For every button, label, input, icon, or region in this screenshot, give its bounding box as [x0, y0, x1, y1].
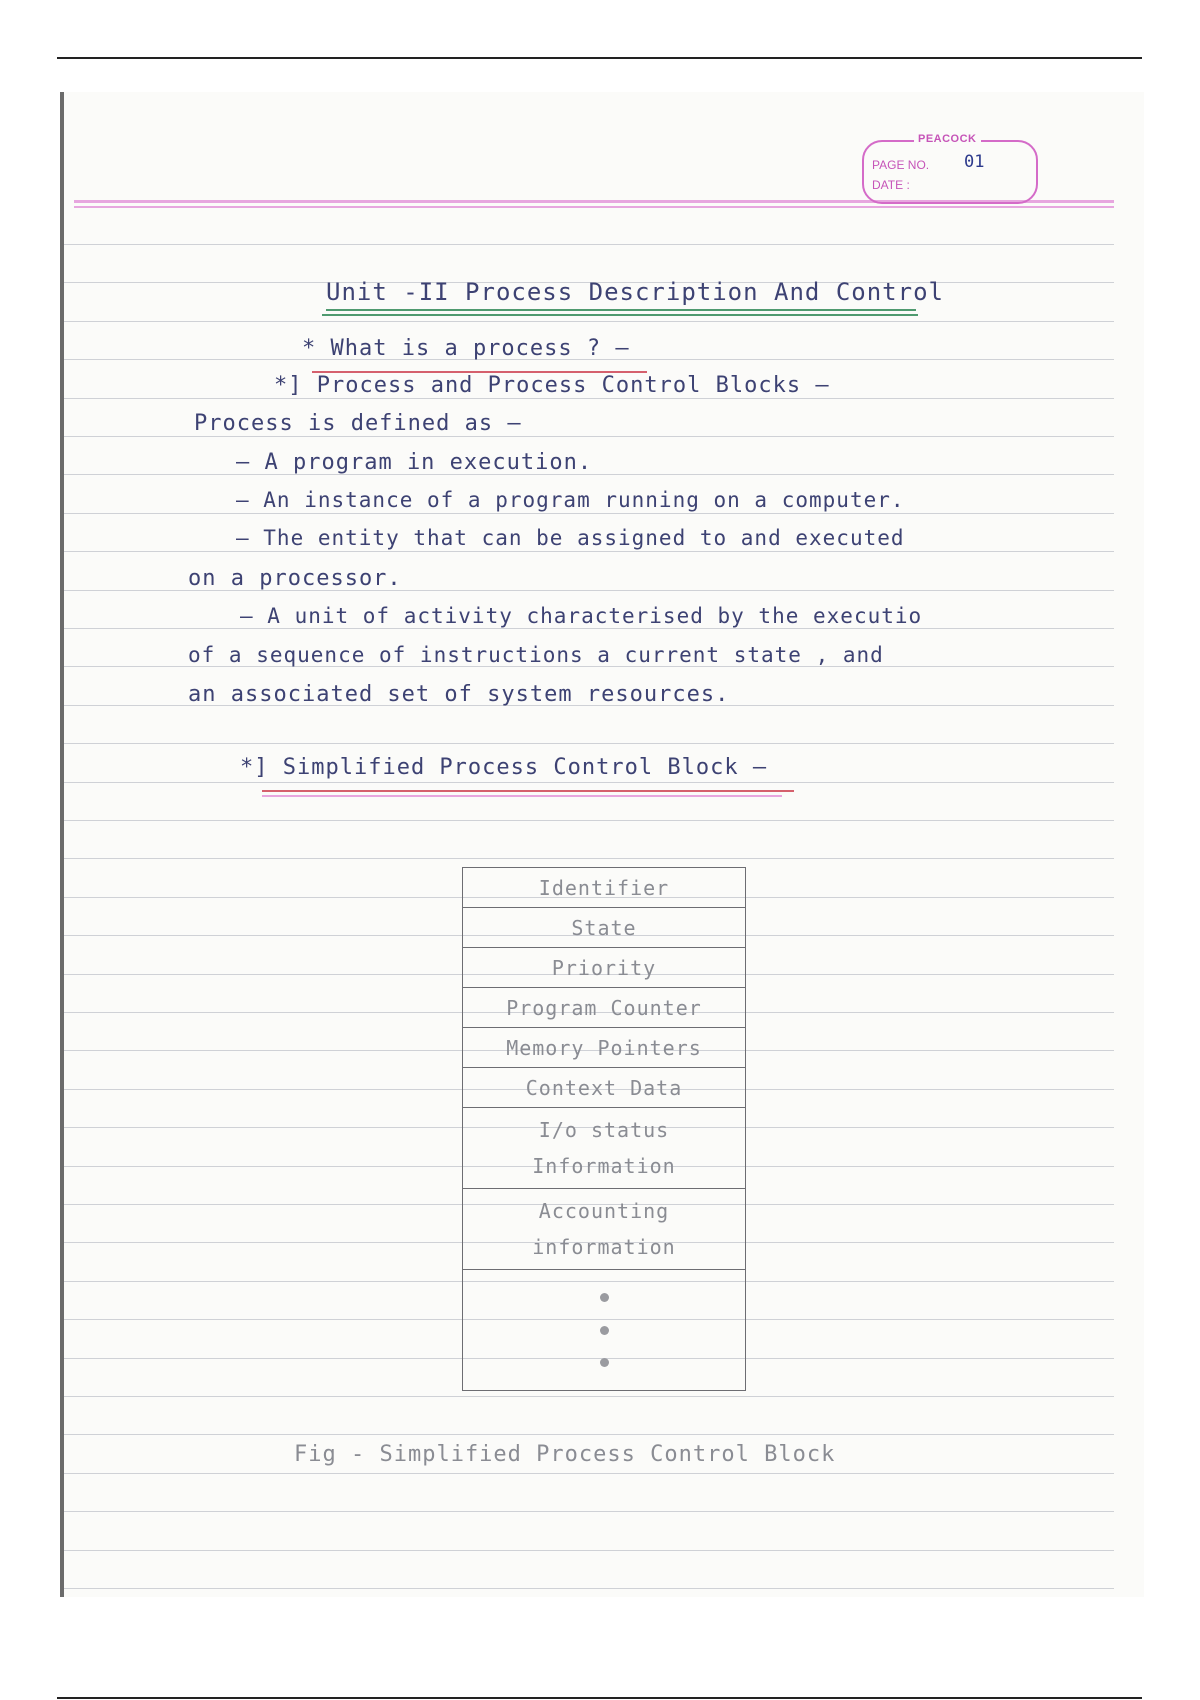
pcb-row-accounting-line1: Accounting — [538, 1199, 670, 1223]
body-line: — A program in execution. — [236, 450, 593, 475]
ruled-line — [64, 1511, 1114, 1512]
page-bottom-rule — [57, 1697, 1142, 1699]
pcb-row-ellipsis — [463, 1270, 745, 1390]
body-line: on a processor. — [188, 566, 402, 591]
heading3-underline-2 — [262, 795, 782, 797]
pcb-row-accounting-line2: information — [532, 1235, 676, 1259]
figure-caption: Fig - Simplified Process Control Block — [294, 1442, 836, 1467]
pcb-diagram — [462, 867, 746, 1391]
body-line: of a sequence of instructions a current state , and — [188, 643, 884, 667]
ruled-line — [64, 1396, 1114, 1397]
pcb-row-state: State — [463, 908, 745, 948]
ruled-line — [64, 628, 1114, 629]
pcb-row-memory-pointers: Memory Pointers — [463, 1028, 745, 1068]
ruled-line — [64, 244, 1114, 245]
header-margin-line-2 — [74, 206, 1114, 208]
title-underline — [326, 309, 916, 311]
body-line: an associated set of system resources. — [188, 682, 730, 707]
pcb-row-io-line2: Information — [532, 1154, 676, 1178]
ruled-line — [64, 513, 1114, 514]
pcb-row-accounting — [463, 1189, 745, 1270]
heading-what-is-process: * What is a process ? — — [302, 336, 630, 361]
body-line: — A unit of activity characterised by the executio — [240, 604, 923, 628]
stamp-brand: PEACOCK — [914, 133, 981, 145]
pcb-row-identifier: Identifier — [463, 868, 745, 908]
ellipsis-dot — [600, 1293, 609, 1302]
page-top-rule — [57, 57, 1142, 59]
ruled-line — [64, 1550, 1114, 1551]
pcb-row-context-data: Context Data — [463, 1068, 745, 1108]
body-line: Process is defined as — — [194, 411, 522, 436]
notebook-page — [60, 92, 1144, 1597]
ruled-line — [64, 436, 1114, 437]
heading-process-control-blocks: *] Process and Process Control Blocks — — [274, 373, 830, 398]
body-line: — The entity that can be assigned to and executed — [236, 526, 905, 550]
ruled-line — [64, 782, 1114, 783]
ruled-line — [64, 1588, 1114, 1589]
ellipsis-dot — [600, 1326, 609, 1335]
body-line: — An instance of a program running on a computer. — [236, 488, 905, 512]
page-no-label: PAGE NO. — [872, 158, 930, 172]
ruled-line — [64, 398, 1114, 399]
date-label: DATE : — [872, 178, 910, 192]
ruled-line — [64, 820, 1114, 821]
pcb-row-program-counter: Program Counter — [463, 988, 745, 1028]
ruled-line — [64, 858, 1114, 859]
ruled-line — [64, 321, 1114, 322]
pcb-row-io-line1: I/o status — [538, 1118, 670, 1142]
ruled-line — [64, 551, 1114, 552]
pcb-row-io-status — [463, 1108, 745, 1189]
pcb-row-priority: Priority — [463, 948, 745, 988]
page-number-stamp — [862, 133, 1038, 204]
title-underline-2 — [322, 314, 918, 316]
ruled-line — [64, 743, 1114, 744]
heading-simplified-pcb: *] Simplified Process Control Block — — [240, 755, 768, 780]
page-title: Unit -II Process Description And Control — [326, 278, 944, 306]
heading3-underline — [262, 790, 794, 792]
ruled-line — [64, 1434, 1114, 1435]
ellipsis-dot — [600, 1358, 609, 1367]
page-no-value: 01 — [964, 152, 985, 172]
ruled-line — [64, 1473, 1114, 1474]
